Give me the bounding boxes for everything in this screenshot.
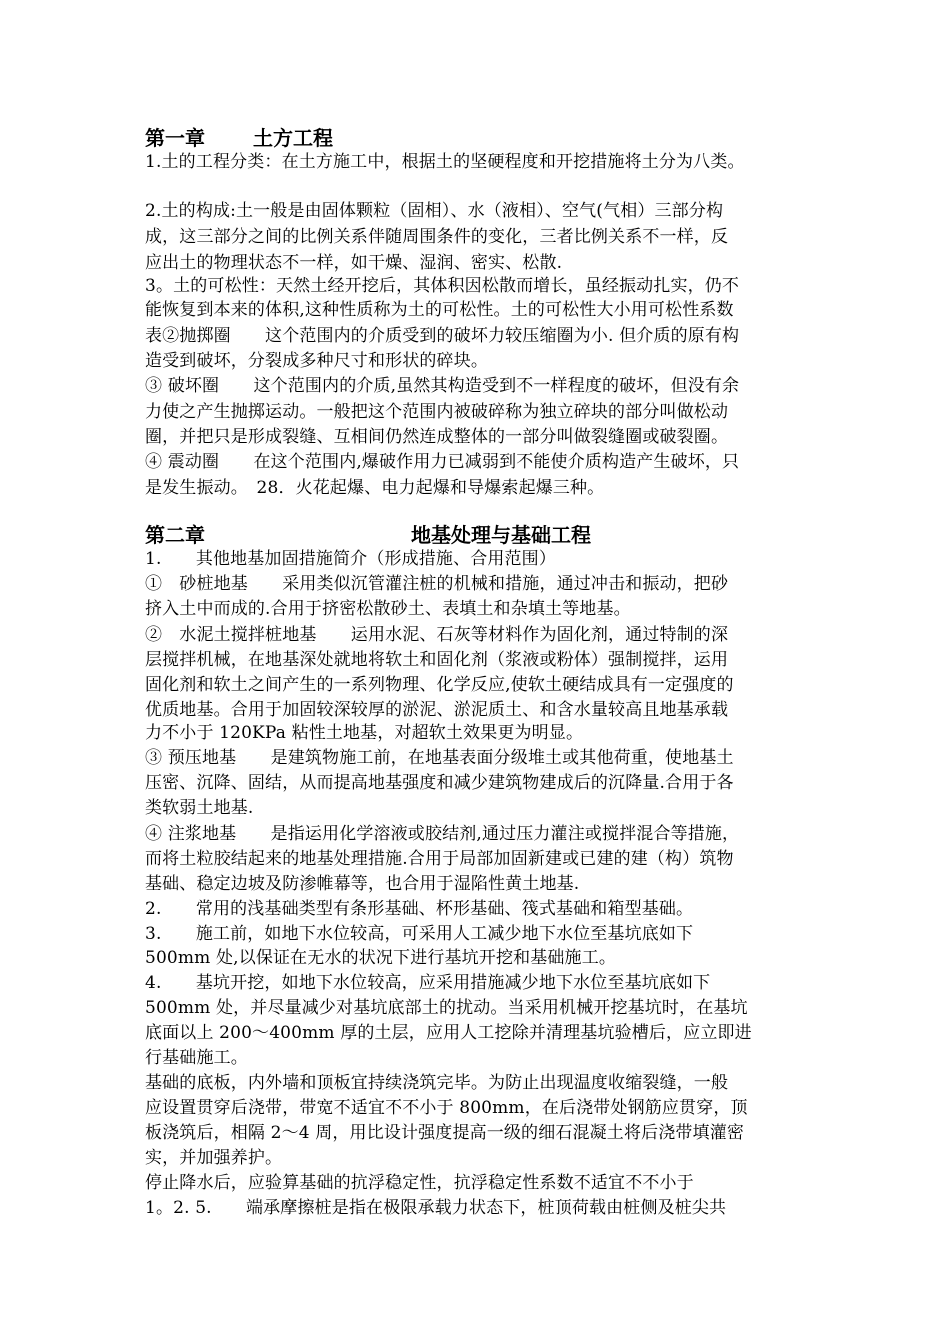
paragraph-line: 挤入土中而成的.合用于挤密松散砂土、表填土和杂填土等地基。 bbox=[145, 599, 631, 619]
paragraph-line: ② 水泥土搅拌桩地基 运用水泥、石灰等材料作为固化剂，通过特制的深 bbox=[145, 625, 729, 645]
chapter-1-heading bbox=[145, 124, 815, 152]
paragraph-line: 压密、沉降、固结，从而提高地基强度和减少建筑物建成后的沉降量.合用于各 bbox=[145, 773, 734, 793]
chapter-1-title: 土方工程 bbox=[253, 126, 333, 150]
paragraph-line: ④ 注浆地基 是指运用化学溶液或胶结剂,通过压力灌注或搅拌混合等措施， bbox=[145, 824, 740, 844]
paragraph-line: 3。土的可松性：天然土经开挖后，其体积因松散而增长，虽经振动扎实，仍不 bbox=[145, 276, 740, 296]
paragraph-line: 1。2. 5. 端承摩擦桩是指在极限承载力状态下，桩顶荷载由桩侧及桩尖共 bbox=[145, 1198, 727, 1218]
paragraph-line: 500mm 处，并尽量减少对基坑底部土的扰动。当采用机械开挖基坑时，在基坑 bbox=[145, 998, 748, 1018]
paragraph-line: ③ 破坏圈 这个范围内的介质,虽然其构造受到不一样程度的破坏，但没有余 bbox=[145, 376, 740, 396]
paragraph-line: 能恢复到本来的体积,这种性质称为土的可松性。土的可松性大小用可松性系数 bbox=[145, 300, 734, 320]
paragraph-line: 1. 其他地基加固措施简介（形成措施、合用范围） bbox=[145, 549, 556, 569]
chapter-2-heading bbox=[145, 521, 815, 549]
paragraph-line: 3. 施工前，如地下水位较高，可采用人工减少地下水位至基坑底如下 bbox=[145, 924, 694, 944]
paragraph-line: 板浇筑后，相隔 2～4 周，用比设计强度提高一级的细石混凝土将后浇带填灌密 bbox=[145, 1123, 744, 1143]
paragraph-line: 力使之产生抛掷运动。一般把这个范围内被破碎称为独立碎块的部分叫做松动 bbox=[145, 402, 729, 422]
paragraph-line: 是发生振动。 28．火花起爆、电力起爆和导爆索起爆三种。 bbox=[145, 478, 605, 498]
chapter-1-number: 第一章 bbox=[145, 126, 205, 150]
paragraph-line: 基础、稳定边坡及防渗帷幕等，也合用于湿陷性黄土地基. bbox=[145, 874, 580, 894]
paragraph-line: 类软弱土地基. bbox=[145, 798, 254, 818]
paragraph-line: 力不小于 120KPa 粘性土地基，对超软土效果更为明显。 bbox=[145, 723, 584, 743]
paragraph-line: 而将土粒胶结起来的地基处理措施.合用于局部加固新建或已建的建（构）筑物 bbox=[145, 849, 734, 869]
paragraph-line: 固化剂和软土之间产生的一系列物理、化学反应,使软土硬结成具有一定强度的 bbox=[145, 675, 734, 695]
paragraph-line: ③ 预压地基 是建筑物施工前，在地基表面分级堆土或其他荷重，使地基土 bbox=[145, 748, 734, 768]
paragraph-line: 表②抛掷圈 这个范围内的介质受到的破坏力较压缩圈为小. 但介质的原有构 bbox=[145, 326, 740, 346]
paragraph-line: 成，这三部分之间的比例关系伴随周围条件的变化，三者比例关系不一样，反 bbox=[145, 227, 729, 247]
paragraph-line: 应设置贯穿后浇带，带宽不适宜不不小于 800mm，在后浇带处钢筋应贯穿，顶 bbox=[145, 1098, 748, 1118]
paragraph-line: 1.土的工程分类：在土方施工中，根据土的坚硬程度和开挖措施将土分为八类。 bbox=[145, 152, 745, 172]
paragraph-line: 应出土的物理状态不一样，如干燥、湿润、密实、松散. bbox=[145, 253, 563, 273]
paragraph-line: ① 砂桩地基 采用类似沉管灌注桩的机械和措施，通过冲击和振动，把砂 bbox=[145, 574, 729, 594]
paragraph-line: 2. 常用的浅基础类型有条形基础、杯形基础、筏式基础和箱型基础。 bbox=[145, 899, 694, 919]
paragraph-line: ④ 震动圈 在这个范围内,爆破作用力已减弱到不能使介质构造产生破坏，只 bbox=[145, 452, 740, 472]
paragraph-line: 造受到破坏，分裂成多种尺寸和形状的碎块。 bbox=[145, 351, 488, 371]
paragraph-line: 基础的底板，内外墙和顶板宜持续浇筑完毕。为防止出现温度收缩裂缝，一般 bbox=[145, 1073, 729, 1093]
paragraph-line: 层搅拌机械，在地基深处就地将软土和固化剂（浆液或粉体）强制搅拌，运用 bbox=[145, 650, 729, 670]
paragraph-line: 优质地基。合用于加固较深较厚的淤泥、淤泥质土、和含水量较高且地基承载 bbox=[145, 700, 729, 720]
paragraph-line: 底面以上 200～400mm 厚的土层，应用人工挖除并清理基坑验槽后，应立即进 bbox=[145, 1023, 752, 1043]
chapter-2-number: 第二章 bbox=[145, 523, 205, 547]
paragraph-line: 停止降水后，应验算基础的抗浮稳定性，抗浮稳定性系数不适宜不不小于 bbox=[145, 1173, 694, 1193]
paragraph-line: 4. 基坑开挖，如地下水位较高，应采用措施减少地下水位至基坑底如下 bbox=[145, 973, 711, 993]
chapter-2-title: 地基处理与基础工程 bbox=[411, 523, 591, 547]
paragraph-line: 2.土的构成:土一般是由固体颗粒（固相）、水（液相）、空气(气相）三部分构 bbox=[145, 201, 724, 221]
paragraph-line: 500mm 处,以保证在无水的状况下进行基坑开挖和基础施工。 bbox=[145, 948, 616, 968]
paragraph-line: 实，并加强养护。 bbox=[145, 1148, 283, 1168]
paragraph-line: 圈，并把只是形成裂缝、互相间仍然连成整体的一部分叫做裂缝圈或破裂圈。 bbox=[145, 427, 729, 447]
paragraph-line: 行基础施工。 bbox=[145, 1048, 248, 1068]
